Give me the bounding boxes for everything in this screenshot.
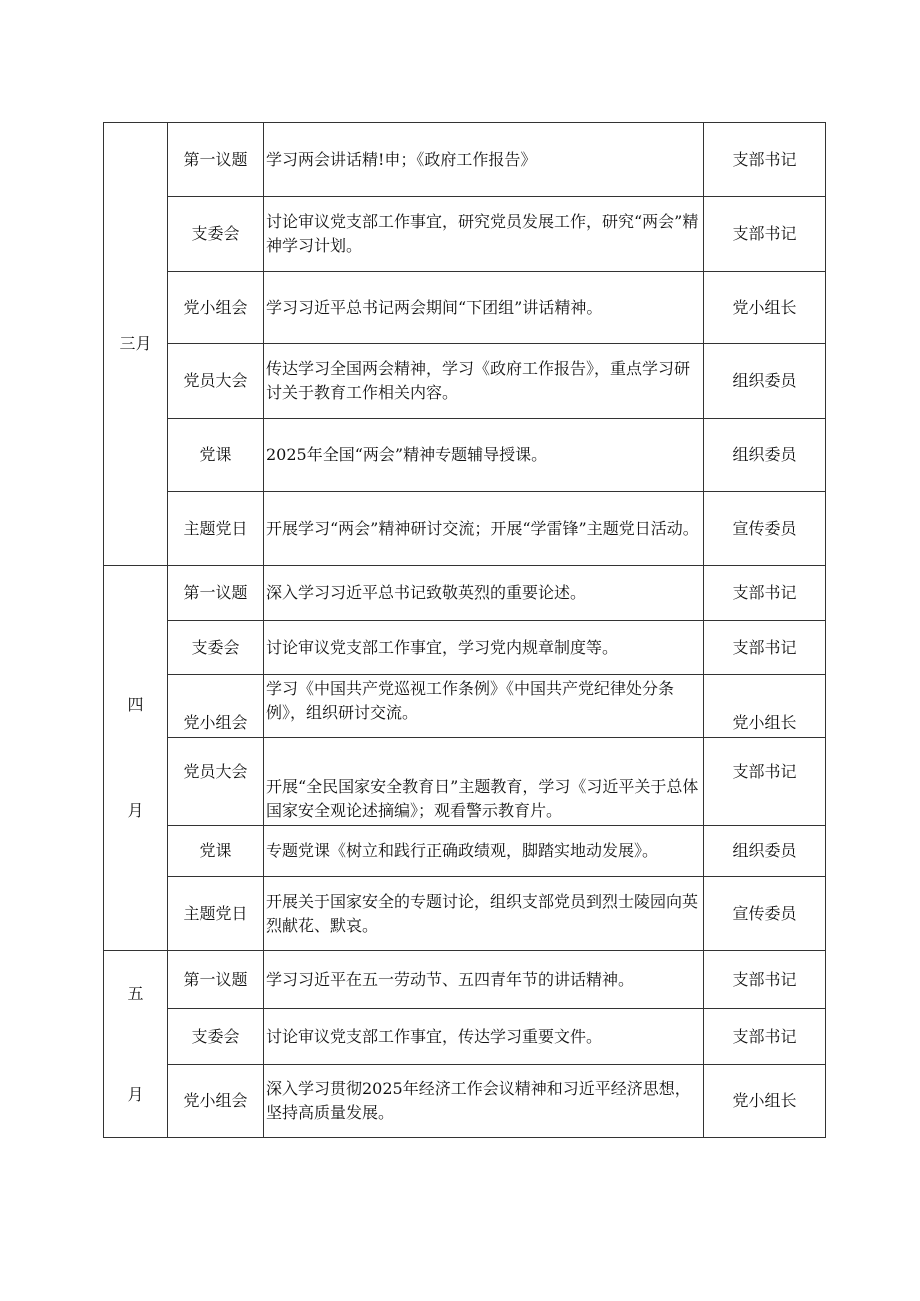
month-cell: [104, 951, 168, 1138]
meeting-content: 专题党课《树立和践行正确政绩观，脚踏实地动发展》。: [264, 826, 704, 877]
meeting-type: 主题党日: [168, 877, 264, 951]
meeting-type: 支委会: [168, 621, 264, 675]
table-row: [104, 1009, 826, 1065]
meeting-type: 支委会: [168, 1009, 264, 1065]
meeting-type: 主题党日: [168, 492, 264, 566]
table-row: [104, 123, 826, 197]
meeting-type: 党员大会: [168, 738, 264, 826]
responsible-person: 支部书记: [704, 738, 826, 826]
responsible-person: 支部书记: [704, 197, 826, 272]
responsible-person: 支部书记: [704, 621, 826, 675]
meeting-type: 支委会: [168, 197, 264, 272]
meeting-content: 讨论审议党支部工作事宜，传达学习重要文件。: [264, 1009, 704, 1065]
meeting-type: 第一议题: [168, 123, 264, 197]
responsible-person: 支部书记: [704, 123, 826, 197]
table-row: [104, 566, 826, 621]
meeting-type: 党员大会: [168, 344, 264, 419]
table-row: [104, 621, 826, 675]
responsible-person: 组织委员: [704, 419, 826, 492]
table-row: [104, 419, 826, 492]
meeting-type: 党小组会: [168, 675, 264, 738]
meeting-type: 党课: [168, 419, 264, 492]
meeting-content: 开展“全民国家安全教育日”主题教育，学习《习近平关于总体国家安全观论述摘编》；观看警示教育片。: [264, 738, 704, 826]
meeting-type: 党小组会: [168, 1065, 264, 1138]
meeting-content: 学习两会讲话精!申；《政府工作报告》: [264, 123, 704, 197]
schedule-table: [103, 122, 826, 1138]
responsible-person: 支部书记: [704, 1009, 826, 1065]
responsible-person: 宣传委员: [704, 492, 826, 566]
table-row: [104, 738, 826, 826]
responsible-person: 支部书记: [704, 566, 826, 621]
month-char: 四: [127, 695, 144, 714]
meeting-content: 讨论审议党支部工作事宜，学习党内规章制度等。: [264, 621, 704, 675]
table-row: [104, 344, 826, 419]
meeting-content: 传达学习全国两会精神，学习《政府工作报告》，重点学习研讨关于教育工作相关内容。: [264, 344, 704, 419]
meeting-content: 学习习近平在五一劳动节、五四青年节的讲话精神。: [264, 951, 704, 1009]
meeting-type: 党课: [168, 826, 264, 877]
responsible-person: 党小组长: [704, 1065, 826, 1138]
table-row: [104, 826, 826, 877]
responsible-person: 党小组长: [704, 272, 826, 344]
table-row: [104, 877, 826, 951]
table-row: [104, 197, 826, 272]
meeting-type: 党小组会: [168, 272, 264, 344]
responsible-person: 支部书记: [704, 951, 826, 1009]
table-row: [104, 1065, 826, 1138]
month-cell: [104, 566, 168, 951]
table-row: [104, 951, 826, 1009]
meeting-content: 2025年全国“两会”精神专题辅导授课。: [264, 419, 704, 492]
meeting-content: 开展关于国家安全的专题讨论，组织支部党员到烈士陵园向英烈献花、默哀。: [264, 877, 704, 951]
month-char: 月: [127, 1084, 144, 1104]
meeting-type: 第一议题: [168, 951, 264, 1009]
meeting-content: 深入学习贯彻2025年经济工作会议精神和习近平经济思想，坚持高质量发展。: [264, 1065, 704, 1138]
table-row: [104, 492, 826, 566]
table-row: [104, 272, 826, 344]
responsible-person: 组织委员: [704, 826, 826, 877]
table-row: [104, 675, 826, 738]
meeting-content: 深入学习习近平总书记致敬英烈的重要论述。: [264, 566, 704, 621]
responsible-person: 组织委员: [704, 344, 826, 419]
meeting-type: 第一议题: [168, 566, 264, 621]
month-char: 五: [127, 983, 144, 1003]
responsible-person: 党小组长: [704, 675, 826, 738]
responsible-person: 宣传委员: [704, 877, 826, 951]
meeting-content: 开展学习“两会”精神研讨交流；开展“学雷锋”主题党日活动。: [264, 492, 704, 566]
meeting-content: 学习习近平总书记两会期间“下团组”讲话精神。: [264, 272, 704, 344]
month-cell: 三月: [104, 123, 168, 566]
meeting-content: 讨论审议党支部工作事宜，研究党员发展工作，研究“两会”精神学习计划。: [264, 197, 704, 272]
month-char: 月: [127, 801, 144, 820]
meeting-content: 学习《中国共产党巡视工作条例》《中国共产党纪律处分条例》，组织研讨交流。: [264, 675, 704, 738]
